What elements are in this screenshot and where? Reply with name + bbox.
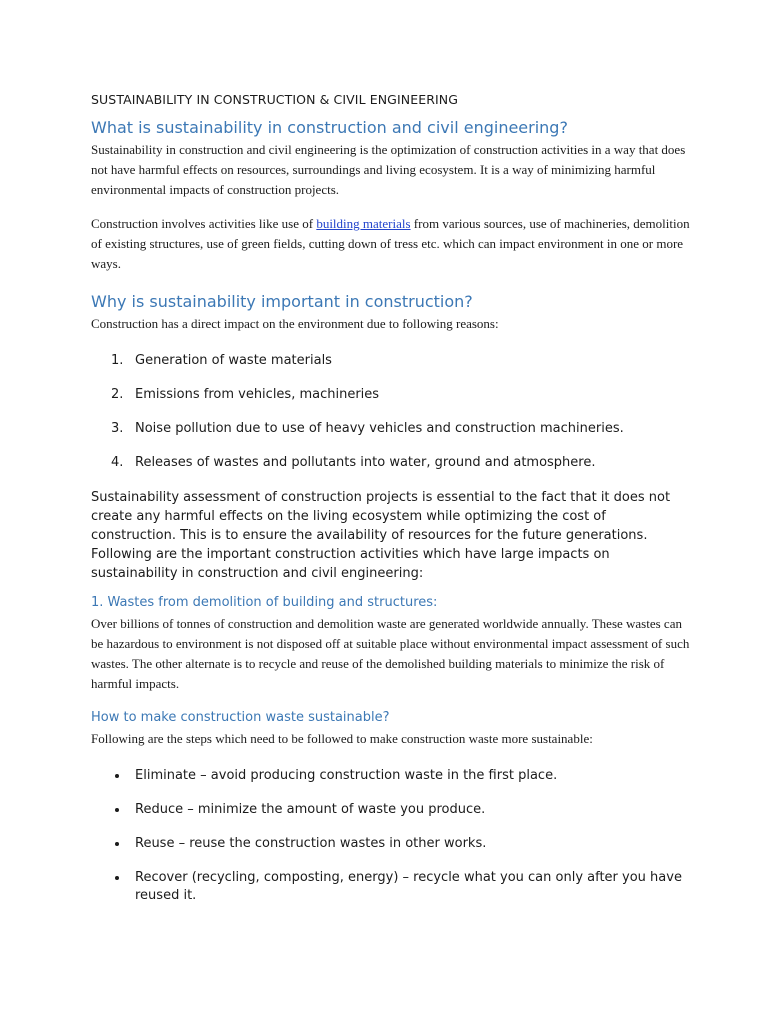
- building-materials-link[interactable]: building materials: [316, 216, 411, 231]
- list-item-text: Releases of wastes and pollutants into water, ground and atmosphere.: [135, 455, 596, 470]
- paragraph-text-after-link: from various sources, use of machineries, demolition of existing structures, use of green fields, cutting down of tress etc. which can impact environment in one or more ways.: [91, 216, 690, 271]
- list-number: 1.: [111, 353, 124, 368]
- paragraph-construction-activities: [91, 214, 691, 274]
- list-item: [91, 386, 691, 404]
- list-number: 3.: [111, 421, 124, 436]
- list-item-text: Generation of waste materials: [135, 353, 332, 368]
- list-number: 2.: [111, 387, 124, 402]
- list-item-text: Emissions from vehicles, machineries: [135, 387, 380, 402]
- list-item: [91, 352, 691, 370]
- reasons-list: [91, 352, 691, 472]
- bullet-icon: [115, 842, 119, 846]
- section-heading-demolition-wastes: 1. Wastes from demolition of building and structures:: [91, 595, 438, 610]
- list-item-text: Recover (recycling, composting, energy) – recycle what you can only after you have reused it.: [135, 870, 682, 903]
- paragraph-steps-intro: Following are the steps which need to be followed to make construction waste more sustainable:: [91, 731, 593, 746]
- list-item: [91, 835, 691, 853]
- section-heading-waste-sustainable: How to make construction waste sustainable?: [91, 710, 390, 725]
- section-heading-what-is-sustainability: What is sustainability in construction and civil engineering?: [91, 118, 568, 137]
- paragraph-text-before-link: Construction involves activities like use of: [91, 216, 317, 231]
- list-item-text: Eliminate – avoid producing construction waste in the first place.: [135, 768, 558, 783]
- paragraph-demolition-waste: Over billions of tonnes of construction and demolition waste are generated worldwide annually. These wastes can be hazardous to environment is not disposed off at suitable place without environmental impact assessment of such wastes. The other alternate is to recycle and reuse of the demolished building materials to minimize the risk of harmful impacts.: [91, 616, 690, 691]
- paragraph-definition: Sustainability in construction and civil engineering is the optimization of construction activities in a way that does not have harmful effects on resources, surroundings and living ecosystem. It is a way of minimizing harmful environmental impacts of construction projects.: [91, 142, 686, 197]
- document-body: [91, 92, 691, 921]
- bullet-icon: [115, 774, 119, 778]
- list-item: [91, 454, 691, 472]
- list-item: [91, 420, 691, 438]
- bullet-icon: [115, 876, 119, 880]
- section-heading-why-important: Why is sustainability important in construction?: [91, 292, 473, 311]
- list-item-text: Noise pollution due to use of heavy vehicles and construction machineries.: [135, 421, 624, 436]
- list-item-text: Reuse – reuse the construction wastes in other works.: [135, 836, 487, 851]
- list-item: [91, 767, 691, 785]
- list-item-text: Reduce – minimize the amount of waste you produce.: [135, 802, 486, 817]
- paragraph-sustainability-assessment: Sustainability assessment of construction projects is essential to the fact that it does not create any harmful effects on the living ecosystem while optimizing the cost of construction. This is to ensure the availability of resources for the future generations. Following are the important construction activities which have large impacts on sustainability in construction and civil engineering:: [91, 490, 671, 581]
- document-title: SUSTAINABILITY IN CONSTRUCTION & CIVIL ENGINEERING: [91, 92, 459, 107]
- list-item: [91, 869, 691, 905]
- paragraph-impact-intro: Construction has a direct impact on the environment due to following reasons:: [91, 316, 499, 331]
- list-number: 4.: [111, 455, 124, 470]
- waste-steps-list: [91, 767, 691, 905]
- list-item: [91, 801, 691, 819]
- bullet-icon: [115, 808, 119, 812]
